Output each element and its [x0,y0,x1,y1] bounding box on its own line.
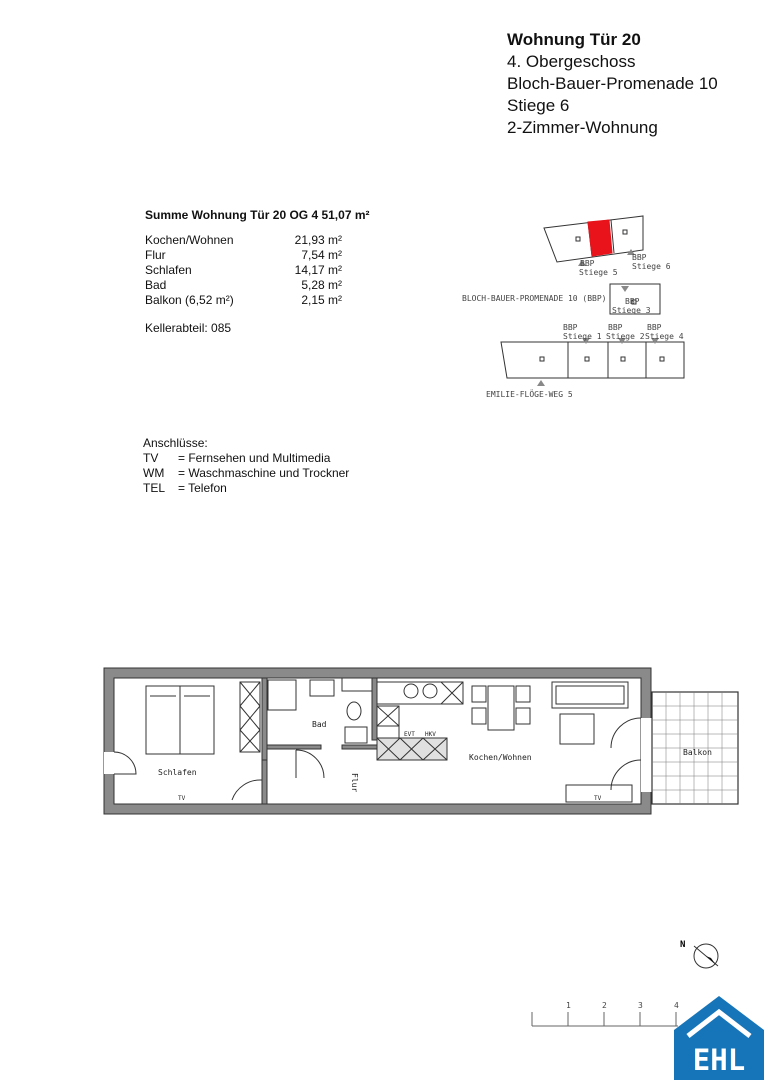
toilet [347,702,361,720]
room-area: 14,17 m² [294,263,342,277]
stiege6-label-b: Stiege 6 [632,262,671,271]
connection-key: TEL [143,481,166,495]
address-line: Bloch-Bauer-Promenade 10 [507,74,718,93]
shower [268,680,296,710]
logo-text: EHL [692,1043,746,1077]
wall-bad-kitchen [372,678,377,740]
north-arrow [678,936,728,978]
apartment-title: Wohnung Tür 20 [507,30,641,49]
label-tv-schlafen: TV [178,795,186,802]
sink [310,680,334,696]
room-area: 21,93 m² [294,233,342,247]
kitchen-sink [404,684,418,698]
label-tv-wohnen: TV [594,795,602,802]
room-area: 7,54 m² [301,248,342,262]
stiege5-label-b: Stiege 5 [579,268,618,277]
stiege1-label-a: BBP [563,323,578,332]
stiege2-label-a: BBP [608,323,623,332]
room-name: Schlafen [145,263,192,277]
highlighted-unit [588,220,612,256]
stiege4-label-b: Stiege 4 [645,332,684,341]
connection-key: TV [143,451,159,465]
connection-desc: = Waschmaschine und Trockner [178,466,350,480]
street-label-efw: EMILIE-FLÖGE-WEG 5 [486,390,573,399]
scale-bar [520,996,690,1032]
area-summary: Summe Wohnung Tür 20 OG 4 51,07 m² [145,208,370,222]
connection-row [143,466,350,481]
wall-schlafen-bad [262,678,267,760]
ehl-logo [674,996,764,1080]
label-balkon: Balkon [683,748,712,757]
room-area: 5,28 m² [301,278,342,292]
label-hkv: HKV [425,731,436,738]
stiege5-label-a: BBP [580,259,595,268]
scale-tick: 3 [638,1001,643,1010]
scale-tick: 1 [566,1001,571,1010]
connection-desc: = Fernsehen und Multimedia [178,451,331,465]
washer [345,727,367,743]
room-name: Kochen/Wohnen [145,233,234,247]
room-name: Balkon (6,52 m²) [145,293,234,307]
site-plan [0,0,764,420]
floor-plan [0,660,764,830]
label-schlafen: Schlafen [158,768,197,777]
room-area: 2,15 m² [301,293,342,307]
connections-legend [143,436,350,496]
stiege4-label-a: BBP [647,323,662,332]
stiege2-label-b: Stiege 2 [606,332,645,341]
room-name: Bad [145,278,167,292]
street-label-bbp: BLOCH-BAUER-PROMENADE 10 (BBP) [462,294,607,303]
dining-table [488,686,514,730]
connection-row [143,481,227,496]
staircase-line: Stiege 6 [507,96,570,115]
connection-row [143,451,331,466]
label-kochen: Kochen/Wohnen [469,753,532,762]
stiege3-label-a: BBP [625,297,640,306]
connection-desc: = Telefon [178,481,227,495]
label-evt: EVT [404,731,415,738]
room-name: Flur [145,248,166,262]
building-lower [501,342,684,378]
stiege1-label-b: Stiege 1 [563,332,602,341]
kitchen-counter [377,682,463,704]
stiege3-label-b: Stiege 3 [612,306,651,315]
door-schlafen [114,752,136,774]
cellar-info: Kellerabteil: 085 [145,321,232,335]
armchair [560,714,594,744]
connection-key: WM [143,466,165,480]
stiege6-label-a: BBP [632,253,647,262]
label-flur: Flur [350,773,359,793]
label-bad: Bad [312,720,327,729]
north-label: N [680,940,686,950]
scale-tick: 4 [674,1001,679,1010]
connections-heading: Anschlüsse: [143,436,208,450]
floor-line: 4. Obergeschoss [507,52,636,71]
scale-tick: 2 [602,1001,607,1010]
type-line: 2-Zimmer-Wohnung [507,118,658,137]
